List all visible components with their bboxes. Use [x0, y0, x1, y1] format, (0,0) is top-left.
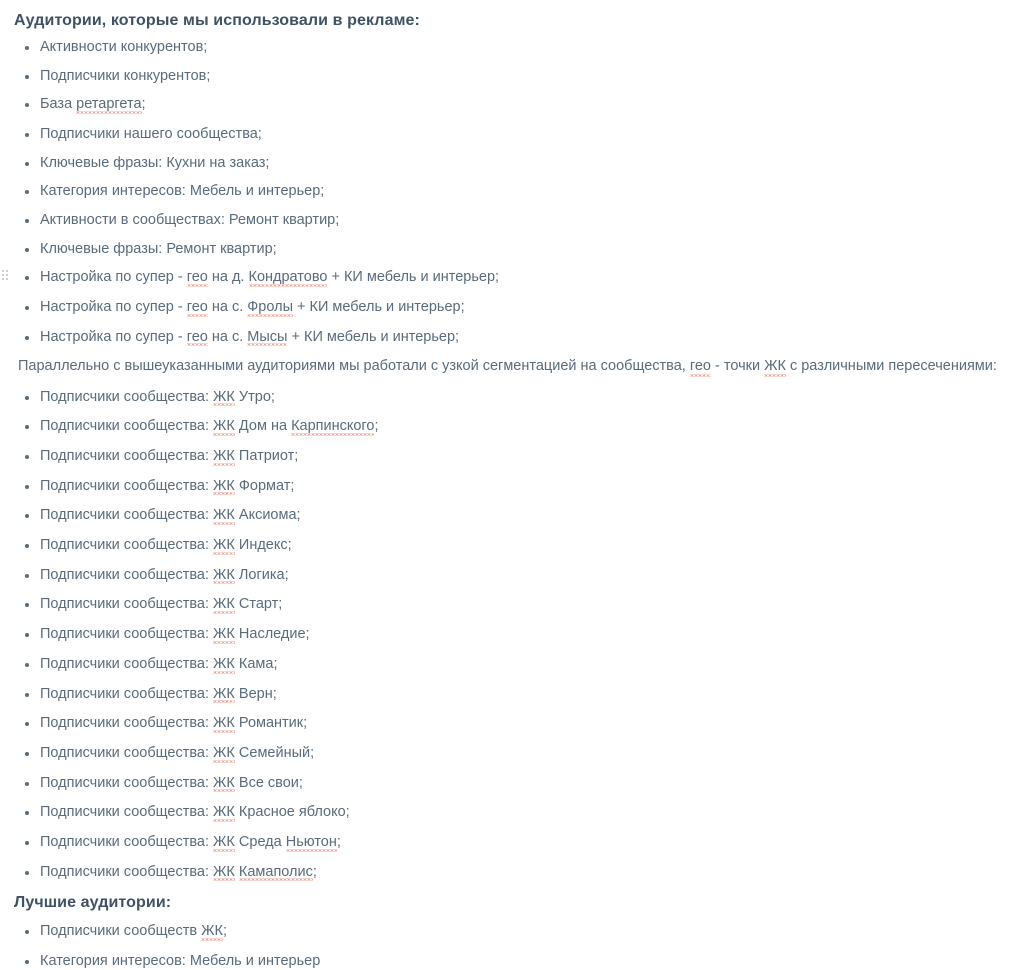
drag-dot — [2, 274, 4, 276]
spellcheck-underline: Мысы — [247, 328, 288, 345]
list-item: Подписчики сообщества: ЖК Семейный; — [14, 745, 1010, 763]
spellcheck-underline: гео — [186, 328, 208, 345]
spellcheck-underline: ЖК — [213, 774, 235, 791]
spellcheck-underline: ЖК — [213, 596, 235, 613]
list-item: Подписчики конкурентов; — [14, 68, 1010, 85]
list-item: Подписчики сообщества: ЖК Дом на Карпинского; — [14, 418, 1010, 436]
list-item: Настройка по супер - гео на д. Кондратово + КИ мебель и интерьер; — [14, 269, 1010, 287]
drag-dot — [6, 278, 8, 280]
drag-handle[interactable] — [2, 270, 10, 282]
spellcheck-underline: ЖК — [213, 863, 235, 880]
list-item: Ключевые фразы: Кухни на заказ; — [14, 155, 1010, 172]
list-item: Подписчики сообщества: ЖК Все свои; — [14, 775, 1010, 793]
spellcheck-underline: ЖК — [213, 744, 235, 761]
section-heading-audiences: Аудитории, которые мы использовали в рекламе: — [14, 12, 420, 29]
spellcheck-underline: ЖК — [213, 833, 235, 850]
drag-dot — [2, 278, 4, 280]
spellcheck-underline: Карпинского — [291, 418, 375, 435]
spellcheck-underline: Камаполис — [238, 863, 313, 880]
section-heading-best-audiences: Лучшие аудитории: — [14, 894, 172, 912]
spellcheck-underline: Фролы — [247, 299, 293, 316]
list-item: Подписчики сообщества: ЖК Индекс; — [14, 537, 1010, 555]
list-item: Подписчики сообщества: ЖК Старт; — [14, 596, 1010, 614]
list-item: Подписчики сообществ ЖК; — [14, 923, 1010, 941]
spellcheck-underline: Кондратово — [248, 269, 328, 286]
spellcheck-underline: ЖК — [213, 685, 235, 702]
list-item: Подписчики сообщества: ЖК Среда Ньютон; — [14, 834, 1010, 852]
list-item: Подписчики сообщества: ЖК Логика; — [14, 567, 1010, 585]
list-item: Подписчики сообщества: ЖК Романтик; — [14, 715, 1010, 733]
drag-dot — [2, 270, 4, 272]
list-item: Настройка по супер - гео на с. Фролы + КИ мебель и интерьер; — [14, 299, 1010, 317]
best-audience-list — [14, 923, 1010, 969]
list-item: Подписчики сообщества: ЖК Верн; — [14, 686, 1010, 704]
list-item: Подписчики нашего сообщества; — [14, 126, 1010, 143]
spellcheck-underline: ЖК — [201, 923, 223, 940]
list-item: Категория интересов: Мебель и интерьер; — [14, 183, 1010, 200]
list-item: Подписчики сообщества: ЖК Аксиома; — [14, 507, 1010, 525]
zhk-community-list — [14, 389, 1010, 881]
drag-dot — [6, 274, 8, 276]
list-item: Настройка по супер - гео на с. Мысы + КИ мебель и интерьер; — [14, 329, 1010, 347]
spellcheck-underline: ЖК — [213, 418, 235, 435]
spellcheck-underline: ЖК — [213, 655, 235, 672]
spellcheck-underline: ЖК — [213, 804, 235, 821]
list-item: Подписчики сообщества: ЖК Камаполис; — [14, 864, 1010, 882]
spellcheck-underline: ЖК — [213, 537, 235, 554]
spellcheck-underline: ЖК — [213, 388, 235, 405]
spellcheck-underline: ЖК — [213, 626, 235, 643]
audience-list — [14, 39, 1010, 346]
spellcheck-underline: ЖК — [213, 448, 235, 465]
list-item: Ключевые фразы: Ремонт квартир; — [14, 241, 1010, 258]
spellcheck-underline: гео — [690, 358, 711, 376]
list-item: Подписчики сообщества: ЖК Кама; — [14, 656, 1010, 674]
list-item: Подписчики сообщества: ЖК Патриот; — [14, 448, 1010, 466]
list-item: Подписчики сообщества: ЖК Формат; — [14, 478, 1010, 496]
list-item: Активности конкурентов; — [14, 39, 1010, 56]
list-item: Подписчики сообщества: ЖК Наследие; — [14, 626, 1010, 644]
list-item: Активности в сообществах: Ремонт квартир; — [14, 212, 1010, 229]
list-item: Подписчики сообщества: ЖК Красное яблоко; — [14, 804, 1010, 822]
spellcheck-underline: ЖК — [213, 477, 235, 494]
spellcheck-underline: гео — [186, 299, 208, 316]
spellcheck-underline: ЖК — [213, 507, 235, 524]
list-item: Категория интересов: Мебель и интерьер — [14, 953, 1010, 970]
drag-dot — [6, 270, 8, 272]
spellcheck-underline: ЖК — [213, 566, 235, 583]
spellcheck-underline: ЖК — [764, 358, 786, 376]
spellcheck-underline: гео — [186, 269, 208, 286]
spellcheck-underline: ЖК — [213, 715, 235, 732]
paragraph-segmentation: Параллельно с вышеуказанными аудиториями мы работали с узкой сегментацией на сообщества, гео - точки ЖК с различными пересечениями: — [14, 358, 1010, 376]
spellcheck-underline: ретаргета — [76, 96, 142, 113]
list-item: Подписчики сообщества: ЖК Утро; — [14, 389, 1010, 407]
spellcheck-underline: Ньютон — [285, 833, 337, 850]
list-item: База ретаргета; — [14, 96, 1010, 114]
